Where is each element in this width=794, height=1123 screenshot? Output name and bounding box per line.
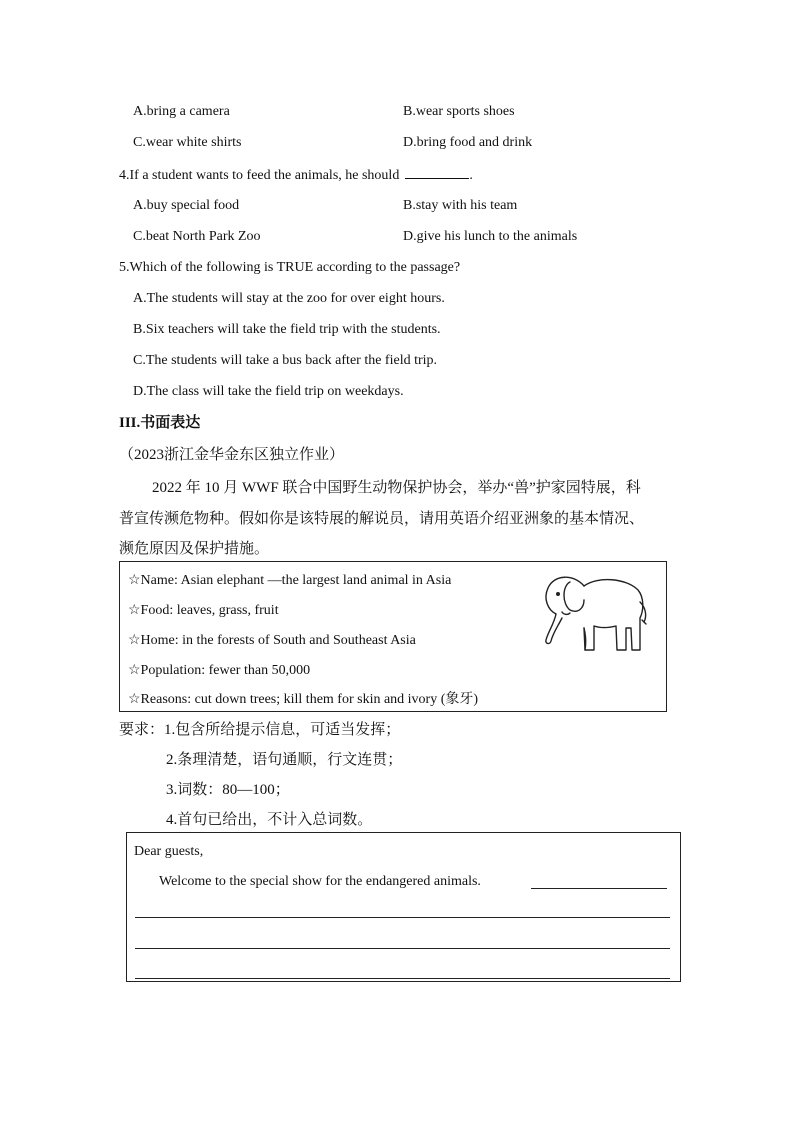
requirement-1: 要求：1.包含所给提示信息，可适当发挥； xyxy=(119,722,401,738)
section-source: （2023浙江金华金东区独立作业） xyxy=(119,447,345,463)
answer-line-first[interactable] xyxy=(531,888,667,889)
section-title: III.书面表达 xyxy=(119,415,201,431)
info-name: ☆Name: Asian elephant —the largest land animal in Asia xyxy=(128,573,452,588)
info-box xyxy=(119,561,667,712)
q4-stem xyxy=(119,166,473,184)
requirement-2: 2.条理清楚，语句通顺，行文连贯； xyxy=(166,752,403,768)
intro-line-3: 濒危原因及保护措施。 xyxy=(119,541,270,557)
q4-option-a: A.buy special food xyxy=(133,198,240,213)
q4-blank xyxy=(405,166,469,179)
info-home: ☆Home: in the forests of South and Southeast Asia xyxy=(128,633,416,648)
info-reasons: ☆Reasons: cut down trees; kill them for skin and ivory (象牙) xyxy=(128,692,479,707)
q4-option-b: B.stay with his team xyxy=(403,198,518,213)
writing-greeting: Dear guests, xyxy=(134,844,204,859)
q4-stem-end: . xyxy=(469,168,473,183)
answer-line-3[interactable] xyxy=(135,948,670,949)
q4-option-d: D.give his lunch to the animals xyxy=(403,229,578,244)
q3-option-b: B.wear sports shoes xyxy=(403,104,515,119)
q3-option-d: D.bring food and drink xyxy=(403,135,533,150)
q5-option-b: B.Six teachers will take the field trip with the students. xyxy=(133,322,441,337)
q4-stem-text: 4.If a student wants to feed the animals, he should xyxy=(119,168,400,183)
q3-option-c: C.wear white shirts xyxy=(133,135,242,150)
q5-stem: 5.Which of the following is TRUE according to the passage? xyxy=(119,260,461,275)
requirement-3: 3.词数：80—100； xyxy=(166,782,290,798)
intro-line-1: 2022 年 10 月 WWF 联合中国野生动物保护协会，举办“兽”护家园特展，科 xyxy=(152,480,641,496)
elephant-icon xyxy=(540,566,650,658)
answer-line-2[interactable] xyxy=(135,917,670,918)
requirement-4: 4.首句已给出，不计入总词数。 xyxy=(166,812,373,828)
q5-option-a: A.The students will stay at the zoo for over eight hours. xyxy=(133,291,445,306)
q5-option-c: C.The students will take a bus back after the field trip. xyxy=(133,353,438,368)
q4-option-c: C.beat North Park Zoo xyxy=(133,229,261,244)
intro-line-2: 普宣传濒危物种。假如你是该特展的解说员，请用英语介绍亚洲象的基本情况、 xyxy=(119,511,645,527)
q3-option-a: A.bring a camera xyxy=(133,104,230,119)
writing-first-sentence: Welcome to the special show for the endangered animals. xyxy=(159,874,481,889)
q5-option-d: D.The class will take the field trip on weekdays. xyxy=(133,384,404,399)
info-food: ☆Food: leaves, grass, fruit xyxy=(128,603,279,618)
info-population: ☆Population: fewer than 50,000 xyxy=(128,663,311,678)
answer-line-4[interactable] xyxy=(135,978,670,979)
writing-box xyxy=(126,832,681,982)
